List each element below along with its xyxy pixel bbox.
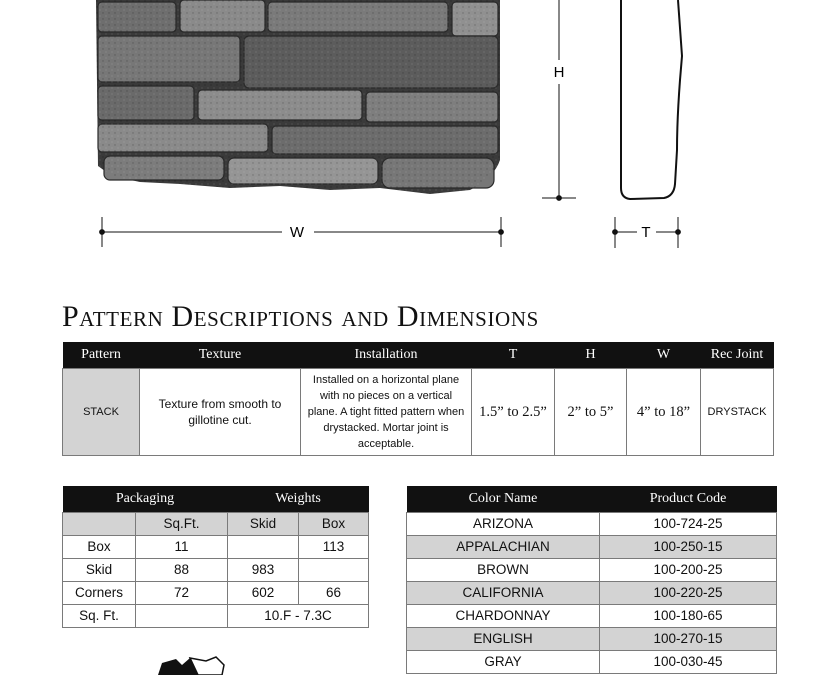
height-label: H <box>553 64 565 81</box>
product-code: 100-030-45 <box>600 650 777 673</box>
header-thickness: T <box>472 342 555 368</box>
header-color-name: Color Name <box>407 486 600 512</box>
header-texture: Texture <box>140 342 301 368</box>
table-header-row <box>63 486 369 512</box>
pattern-dimensions-table <box>62 342 774 456</box>
cell-skid: 602 <box>228 581 299 604</box>
table-header-row <box>63 342 774 368</box>
table-row <box>63 581 369 604</box>
table-row <box>407 581 777 604</box>
width-cell: 4” to 18” <box>627 368 701 455</box>
color-name: CHARDONNAY <box>407 604 600 627</box>
table-row <box>407 604 777 627</box>
installation-cell: Installed on a horizontal plane with no pieces on a vertical plane. A tight fitted pattern when drystacked. Mortar joint is acceptable. <box>301 368 472 455</box>
cell-blank <box>136 604 228 627</box>
product-code: 100-200-25 <box>600 558 777 581</box>
table-header-row <box>407 486 777 512</box>
table-row <box>407 650 777 673</box>
header-installation: Installation <box>301 342 472 368</box>
header-width: W <box>627 342 701 368</box>
table-row <box>407 512 777 535</box>
header-height: H <box>555 342 627 368</box>
cell-sqft: 88 <box>136 558 228 581</box>
subheader-blank <box>63 512 136 535</box>
table-row <box>407 535 777 558</box>
header-pattern: Pattern <box>63 342 140 368</box>
header-rec-joint: Rec Joint <box>701 342 774 368</box>
cell-sqft-value: 10.F - 7.3C <box>228 604 369 627</box>
product-code: 100-270-15 <box>600 627 777 650</box>
header-product-code: Product Code <box>600 486 777 512</box>
subheader-skid: Skid <box>228 512 299 535</box>
row-label: Corners <box>63 581 136 604</box>
stone-side-profile <box>621 0 682 199</box>
height-cell: 2” to 5” <box>555 368 627 455</box>
rec-joint-cell: DRYSTACK <box>701 368 774 455</box>
pattern-cell: STACK <box>63 368 140 455</box>
cell-sqft: 72 <box>136 581 228 604</box>
subheader-box: Box <box>299 512 369 535</box>
table-row <box>63 604 369 627</box>
table-row <box>63 535 369 558</box>
row-label: Skid <box>63 558 136 581</box>
color-name: ENGLISH <box>407 627 600 650</box>
subheader-sqft: Sq.Ft. <box>136 512 228 535</box>
table-subheader-row <box>63 512 369 535</box>
table-row <box>407 558 777 581</box>
color-name: CALIFORNIA <box>407 581 600 604</box>
product-code: 100-180-65 <box>600 604 777 627</box>
table-row <box>63 558 369 581</box>
stone-dimension-diagram <box>0 0 835 300</box>
cell-sqft: 11 <box>136 535 228 558</box>
corner-stone-graphic <box>150 655 230 675</box>
packaging-weights-table <box>62 486 369 628</box>
color-name: BROWN <box>407 558 600 581</box>
product-code: 100-220-25 <box>600 581 777 604</box>
stacked-stone-panel <box>96 0 500 194</box>
height-dimension-line <box>542 0 576 200</box>
cell-box: 66 <box>299 581 369 604</box>
row-label: Box <box>63 535 136 558</box>
table-row <box>63 368 774 455</box>
cell-box: 113 <box>299 535 369 558</box>
section-heading: Pattern Descriptions and Dimensions <box>62 300 539 333</box>
color-name: APPALACHIAN <box>407 535 600 558</box>
cell-skid <box>228 535 299 558</box>
color-name: ARIZONA <box>407 512 600 535</box>
texture-cell: Texture from smooth to gillotine cut. <box>140 368 301 455</box>
width-label: W <box>289 224 305 241</box>
product-code: 100-724-25 <box>600 512 777 535</box>
header-weights: Weights <box>228 486 369 512</box>
cell-skid: 983 <box>228 558 299 581</box>
header-packaging: Packaging <box>63 486 228 512</box>
row-label: Sq. Ft. <box>63 604 136 627</box>
cell-box <box>299 558 369 581</box>
color-name: GRAY <box>407 650 600 673</box>
color-product-code-table <box>406 486 777 674</box>
table-row <box>407 627 777 650</box>
product-code: 100-250-15 <box>600 535 777 558</box>
thickness-label: T <box>641 224 651 241</box>
thickness-cell: 1.5” to 2.5” <box>472 368 555 455</box>
